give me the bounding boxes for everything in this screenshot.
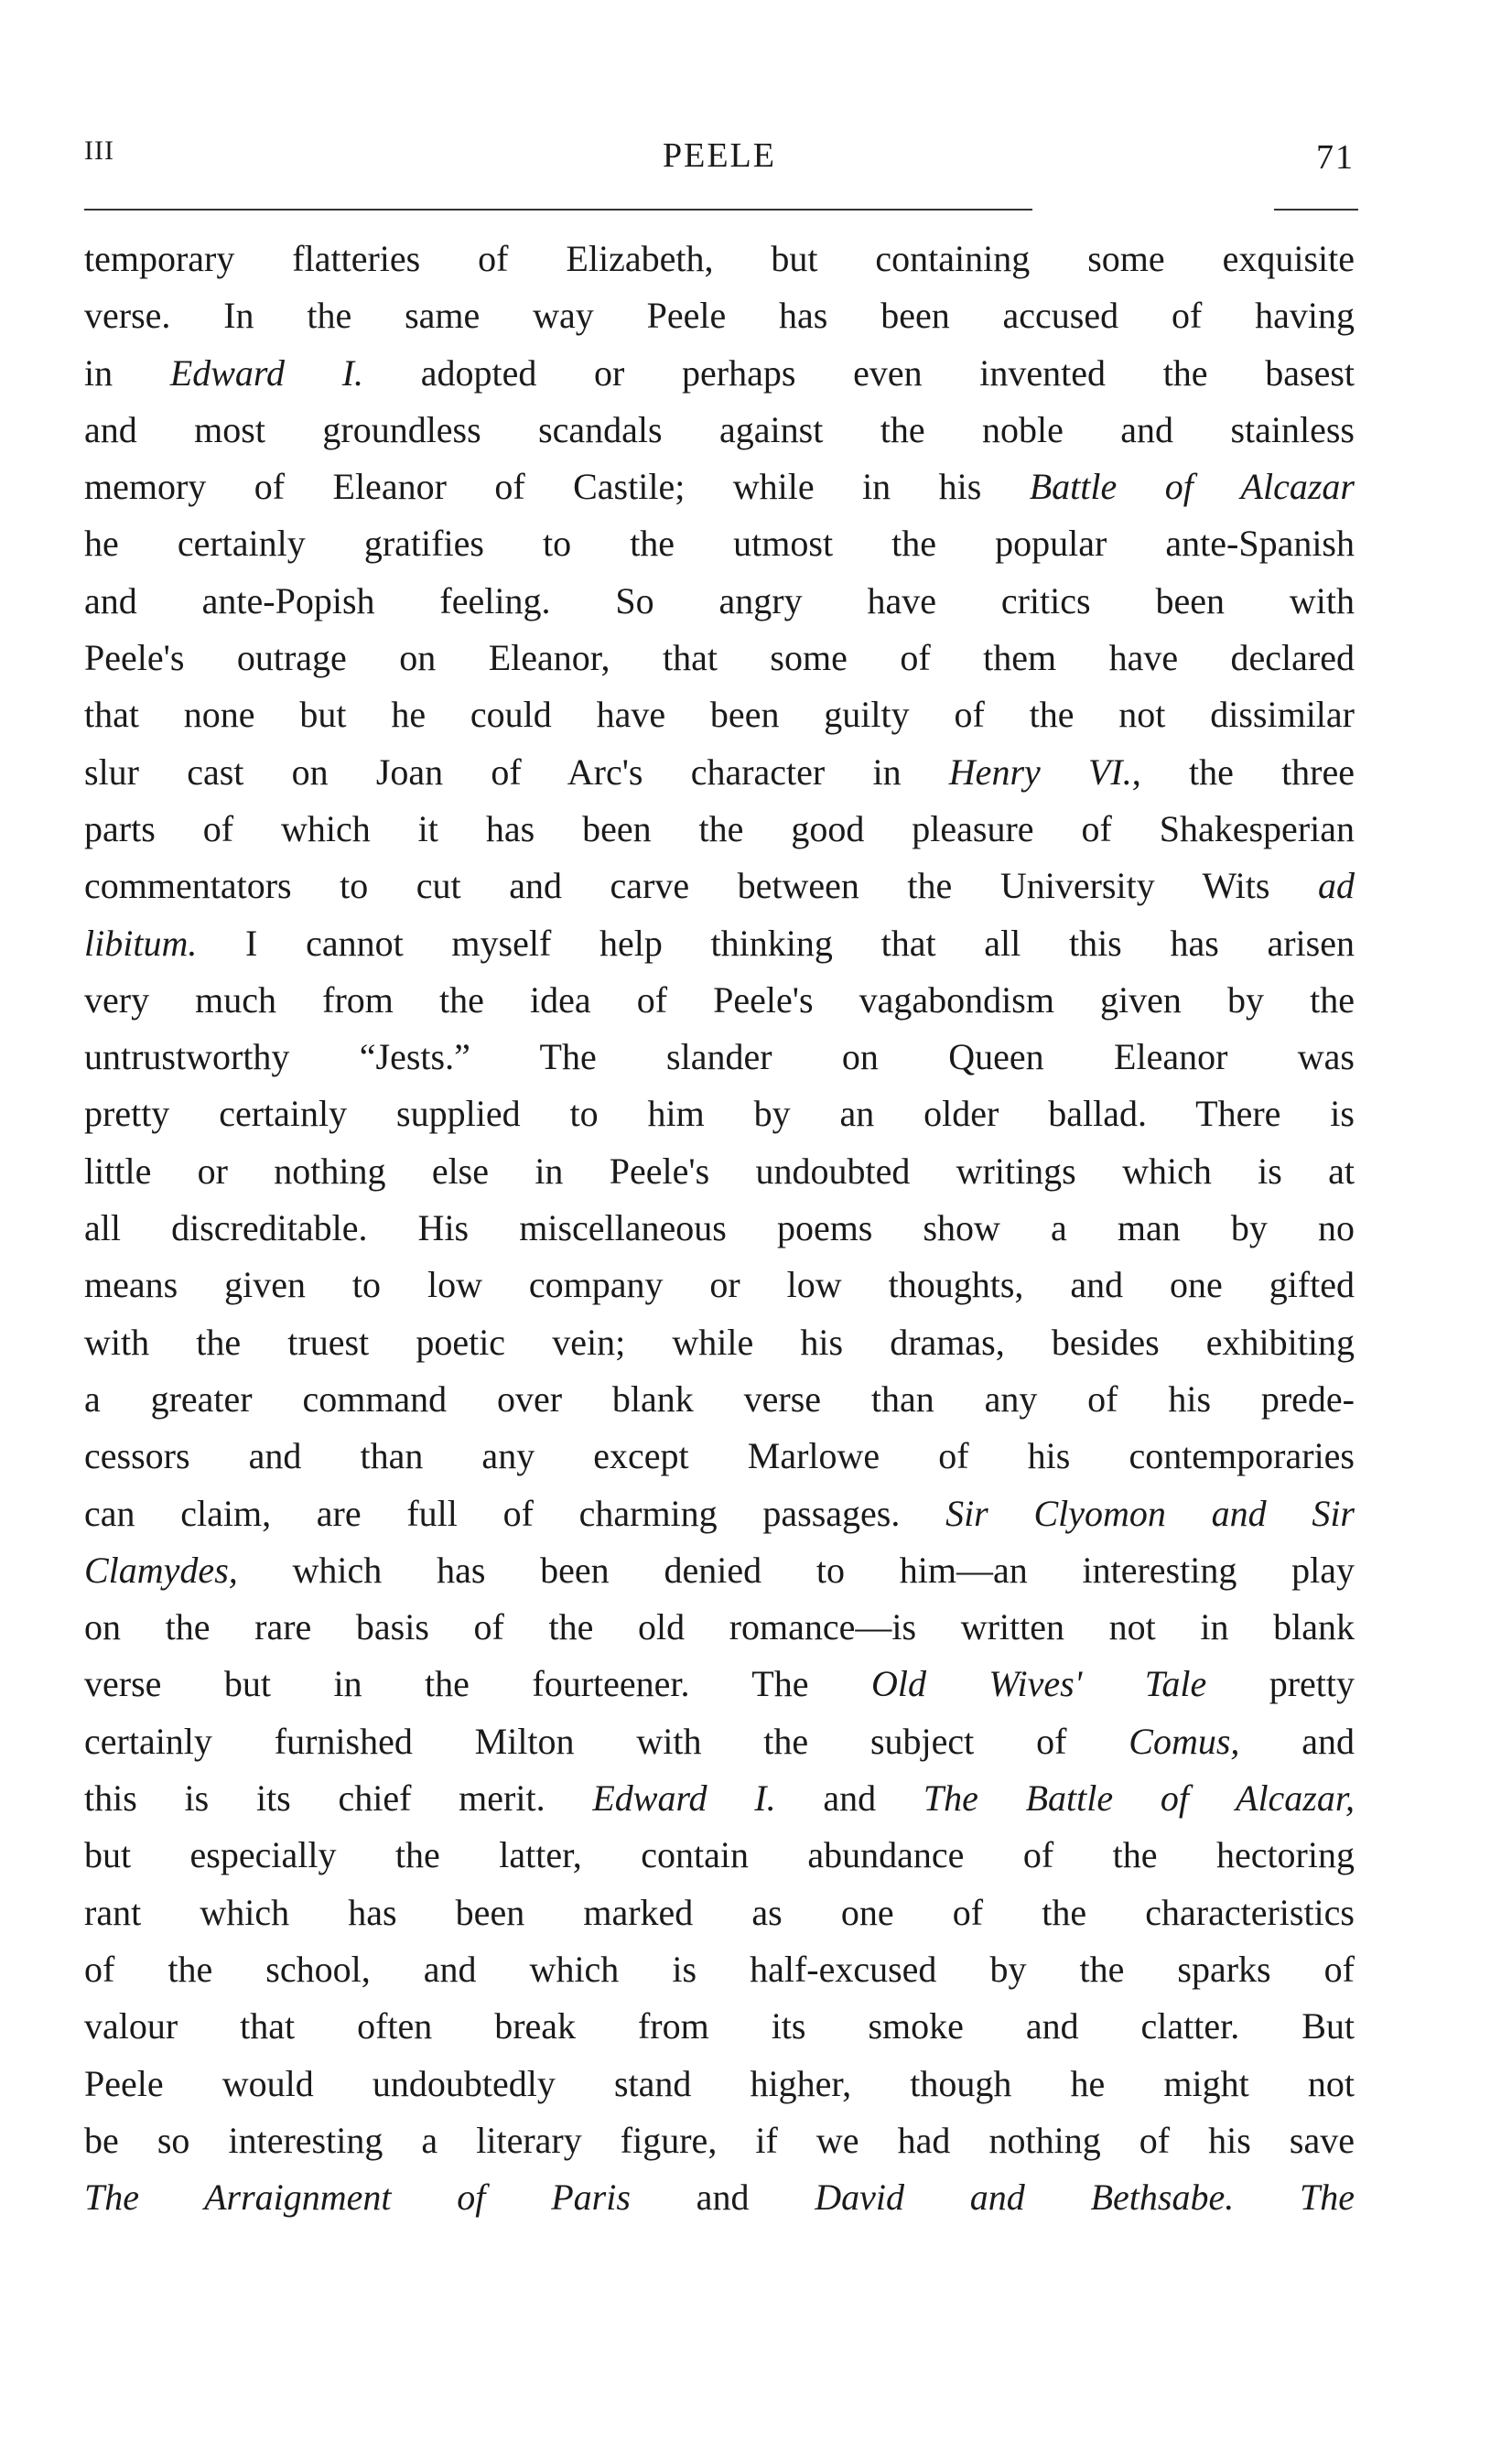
text-line — [84, 1314, 1355, 1371]
text-segment: Peele would undoubtedly stand higher, though he might not — [84, 2062, 1355, 2104]
italic-segment: Battle of Alcazar — [1029, 466, 1355, 508]
text-line — [84, 858, 1355, 914]
text-line — [84, 1428, 1355, 1485]
text-segment: Peele's outrage on Eleanor, that some of them have declared — [84, 637, 1355, 679]
text-segment: very much from the idea of Peele's vagabondism given by the — [84, 978, 1355, 1021]
text-segment: temporary flatteries of Elizabeth, but containing some exquisite — [84, 238, 1355, 279]
text-segment: cessors and than any except Marlowe of his contemporaries — [84, 1435, 1355, 1477]
text-line — [84, 1200, 1355, 1257]
text-segment: adopted or perhaps even invented the basest — [363, 351, 1355, 394]
text-line — [84, 287, 1355, 344]
text-line — [84, 1656, 1355, 1712]
header-rule-right — [1274, 209, 1358, 211]
text-segment: valour that often break from its smoke and clatter. But — [84, 2005, 1355, 2047]
text-line — [84, 1770, 1355, 1827]
italic-segment: Comus, — [1129, 1720, 1240, 1762]
text-line — [84, 686, 1355, 743]
text-segment: on the rare basis of the old romance—is written not in blank — [84, 1606, 1355, 1648]
text-line — [84, 1599, 1355, 1656]
text-segment: memory of Eleanor of Castile; while in his — [84, 466, 1030, 508]
text-line — [84, 915, 1355, 972]
text-segment: , the three — [1131, 751, 1355, 793]
text-segment: with the truest poetic vein; while his dramas, besides exhibiting — [84, 1321, 1355, 1363]
body-text — [84, 231, 1355, 2226]
italic-segment: ad — [1318, 865, 1355, 907]
text-line — [84, 1086, 1355, 1142]
text-segment: he certainly gratifies to the utmost the popular ante-Spanish — [84, 523, 1355, 565]
text-segment: I cannot myself help thinking that all this has arisen — [197, 922, 1355, 964]
text-line — [84, 630, 1355, 686]
italic-segment: libitum. — [84, 922, 198, 964]
text-line — [84, 2169, 1355, 2226]
text-segment: in — [84, 351, 170, 394]
text-segment: rant which has been marked as one of the characteristics — [84, 1891, 1355, 1933]
running-head — [84, 128, 1355, 183]
header-rule-left — [84, 209, 1032, 211]
text-line — [84, 801, 1355, 858]
text-segment: and most groundless scandals against the noble and stainless — [84, 408, 1355, 450]
text-line — [84, 1998, 1355, 2055]
text-segment: all discreditable. His miscellaneous poems show a man by no — [84, 1207, 1355, 1249]
text-segment: slur cast on Joan of Arc's character in — [84, 751, 949, 793]
text-line — [84, 1885, 1355, 1941]
text-line — [84, 1371, 1355, 1428]
section-number: III — [84, 135, 114, 166]
text-segment: but especially the latter, contain abundance of the hectoring — [84, 1834, 1355, 1876]
text-segment: and ante-Popish feeling. So angry have critics been with — [84, 579, 1355, 621]
text-segment: and — [775, 1777, 923, 1820]
text-line — [84, 1029, 1355, 1086]
text-segment — [1234, 2177, 1300, 2218]
text-segment: that none but he could have been guilty of the not dissimilar — [84, 694, 1355, 736]
text-line — [84, 1257, 1355, 1313]
text-segment: of the school, and which is half-excused by the sparks of — [84, 1948, 1355, 1990]
text-line — [84, 459, 1355, 515]
text-segment: which has been denied to him—an interesting play — [237, 1549, 1355, 1591]
italic-segment: Edward I. — [592, 1777, 776, 1820]
text-line — [84, 1827, 1355, 1884]
italic-segment: Old Wives' Tale — [870, 1663, 1207, 1705]
italic-segment: Henry VI. — [948, 751, 1132, 793]
running-title: PEELE — [663, 136, 776, 175]
text-segment: verse. In the same way Peele has been accused of having — [84, 295, 1355, 337]
italic-segment: The — [1300, 2177, 1355, 2219]
text-segment: pretty certainly supplied to him by an older ballad. There is — [84, 1093, 1355, 1135]
page — [84, 128, 1355, 2219]
italic-segment: David and Bethsabe. — [815, 2177, 1235, 2219]
text-segment: parts of which it has been the good pleasure of Shakesperian — [84, 807, 1355, 849]
text-segment: little or nothing else in Peele's undoubted writings which is at — [84, 1150, 1355, 1192]
text-line — [84, 1941, 1355, 1998]
text-line — [84, 1485, 1355, 1542]
text-line — [84, 573, 1355, 630]
text-line — [84, 972, 1355, 1029]
text-segment: pretty — [1206, 1663, 1355, 1705]
text-line — [84, 1143, 1355, 1200]
italic-segment: Clamydes, — [84, 1549, 238, 1591]
text-line — [84, 402, 1355, 459]
italic-segment: Edward I. — [169, 351, 364, 394]
text-line — [84, 1713, 1355, 1770]
text-line — [84, 231, 1355, 287]
text-segment: commentators to cut and carve between the University Wits — [84, 865, 1318, 907]
text-line — [84, 515, 1355, 572]
page-number: 71 — [1316, 138, 1355, 177]
text-segment: certainly furnished Milton with the subject of — [84, 1720, 1129, 1762]
text-segment: a greater command over blank verse than any of his prede- — [84, 1377, 1355, 1420]
text-segment: be so interesting a literary figure, if we had nothing of his save — [84, 2119, 1355, 2161]
text-line — [84, 2112, 1355, 2169]
text-line — [84, 2056, 1355, 2112]
text-line — [84, 1542, 1355, 1599]
text-segment: and — [1239, 1720, 1355, 1762]
italic-segment: The Battle of Alcazar, — [923, 1777, 1355, 1820]
text-segment: can claim, are full of charming passages. — [84, 1492, 946, 1534]
italic-segment: Sir Clyomon and Sir — [945, 1492, 1355, 1534]
text-segment: verse but in the fourteener. The — [84, 1663, 871, 1705]
text-segment: untrustworthy “Jests.” The slander on Queen Eleanor was — [84, 1036, 1355, 1078]
text-segment: this is its chief merit. — [84, 1777, 593, 1820]
italic-segment: The Arraignment of Paris — [84, 2177, 631, 2219]
text-line — [84, 744, 1355, 801]
text-line — [84, 345, 1355, 402]
text-segment: and — [630, 2177, 815, 2219]
text-segment: means given to low company or low thoughts, and one gifted — [84, 1264, 1355, 1306]
